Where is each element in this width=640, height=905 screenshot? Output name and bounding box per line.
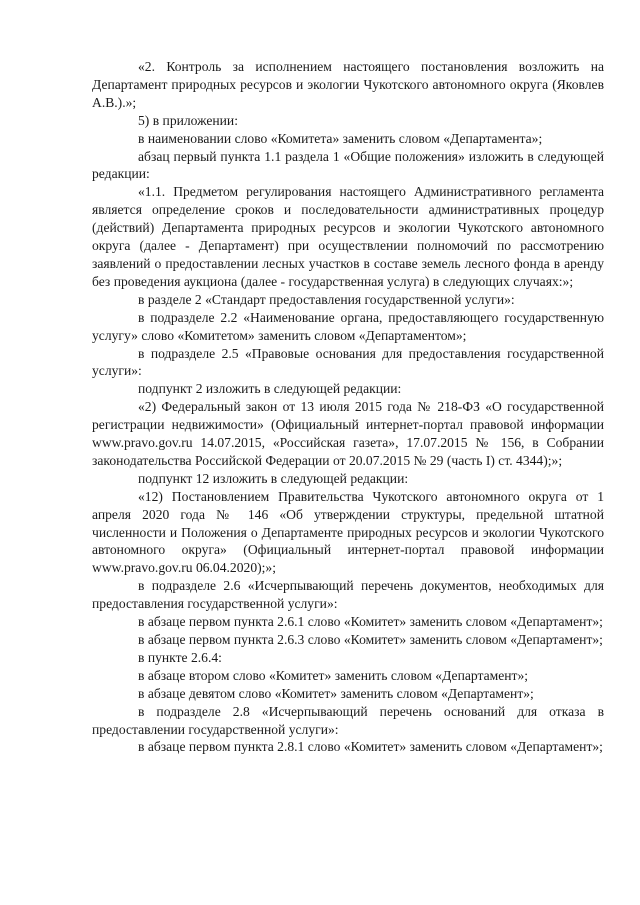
paragraph-item-2-8-1: в абзаце первом пункта 2.8.1 слово «Комитет» заменить словом «Департамент»; [138,739,603,755]
paragraph-subitem-12-intro: подпункт 12 изложить в следующей редакции: [138,470,409,486]
paragraph-subsection-2-2: в подразделе 2.2 «Наименование органа, предоставляющего государственную услугу» слово «Комитетом» заменить словом «Департаментом»; [92,309,604,343]
paragraph-subitem-2-text: «2) Федеральный закон от 13 июля 2015 года № 218-ФЗ «О государственной регистрации недвижимости» (Официальный интернет-портал правовой информации www.pravo.gov.ru 14.07.2015, «Российская газета», 17.07.2015 № 156, в Собрании законодательства Российской Федерации от 20.07.2015 № 29 (часть I) ст. 4344);»; [92,399,604,468]
paragraph-title-change: в наименовании слово «Комитета» заменить словом «Департамента»; [138,130,543,146]
paragraph-item-2-6-4-second: в абзаце втором слово «Комитет» заменить словом «Департамент»; [138,667,529,683]
paragraph-item-2-6-4: в пункте 2.6.4: [138,649,222,665]
paragraph-subsection-2-5: в подразделе 2.5 «Правовые основания для предоставления государственной услуги»: [92,345,604,379]
paragraph-subsection-2-8: в подразделе 2.8 «Исчерпывающий перечень оснований для отказа в предоставлении государственной услуги»: [92,703,604,737]
paragraph-subitem-12-text: «12) Постановлением Правительства Чукотского автономного округа от 1 апреля 2020 года № 146 «Об утверждении структуры, предельной штатной численности и Положения о Департаменте природных ресурсов и экологии Чукотского автономного округа» (Официальный интернет-портал правовой информации www.pravo.gov.ru 06.04.2020);»; [92,488,604,576]
paragraph-control-clause: «2. Контроль за исполнением настоящего постановления возложить на Департамент природных ресурсов и экологии Чукотского автономного округа (Яковлев А.В.).»; [92,59,604,110]
paragraph-item-5: 5) в приложении: [138,112,238,128]
paragraph-section-1-intro: абзац первый пункта 1.1 раздела 1 «Общие положения» изложить в следующей редакции: [92,148,604,182]
paragraph-section-2-intro: в разделе 2 «Стандарт предоставления государственной услуги»: [138,291,515,307]
paragraph-clause-1-1: «1.1. Предметом регулирования настоящего Административного регламента является определение сроков и последовательности административных процедур (действий) Департамента природных ресурсов и экологии Чукотского автономного округа (далее - Департамент) при осуществлении полномочий по рассмотрению заявлений о предоставлении лесных участков в составе земель лесного фонда в аренду без проведения аукциона (далее - государственная услуга) в следующих случаях:»; [92,184,604,289]
paragraph-item-2-6-4-ninth: в абзаце девятом слово «Комитет» заменить словом «Департамент»; [138,685,534,701]
paragraph-item-2-6-1: в абзаце первом пункта 2.6.1 слово «Комитет» заменить словом «Департамент»; [138,614,603,630]
document-page [92,58,604,756]
paragraph-subitem-2-intro: подпункт 2 изложить в следующей редакции: [138,381,402,397]
paragraph-subsection-2-6: в подразделе 2.6 «Исчерпывающий перечень документов, необходимых для предоставления государственной услуги»: [92,578,604,612]
paragraph-item-2-6-3: в абзаце первом пункта 2.6.3 слово «Комитет» заменить словом «Департамент»; [138,632,603,647]
